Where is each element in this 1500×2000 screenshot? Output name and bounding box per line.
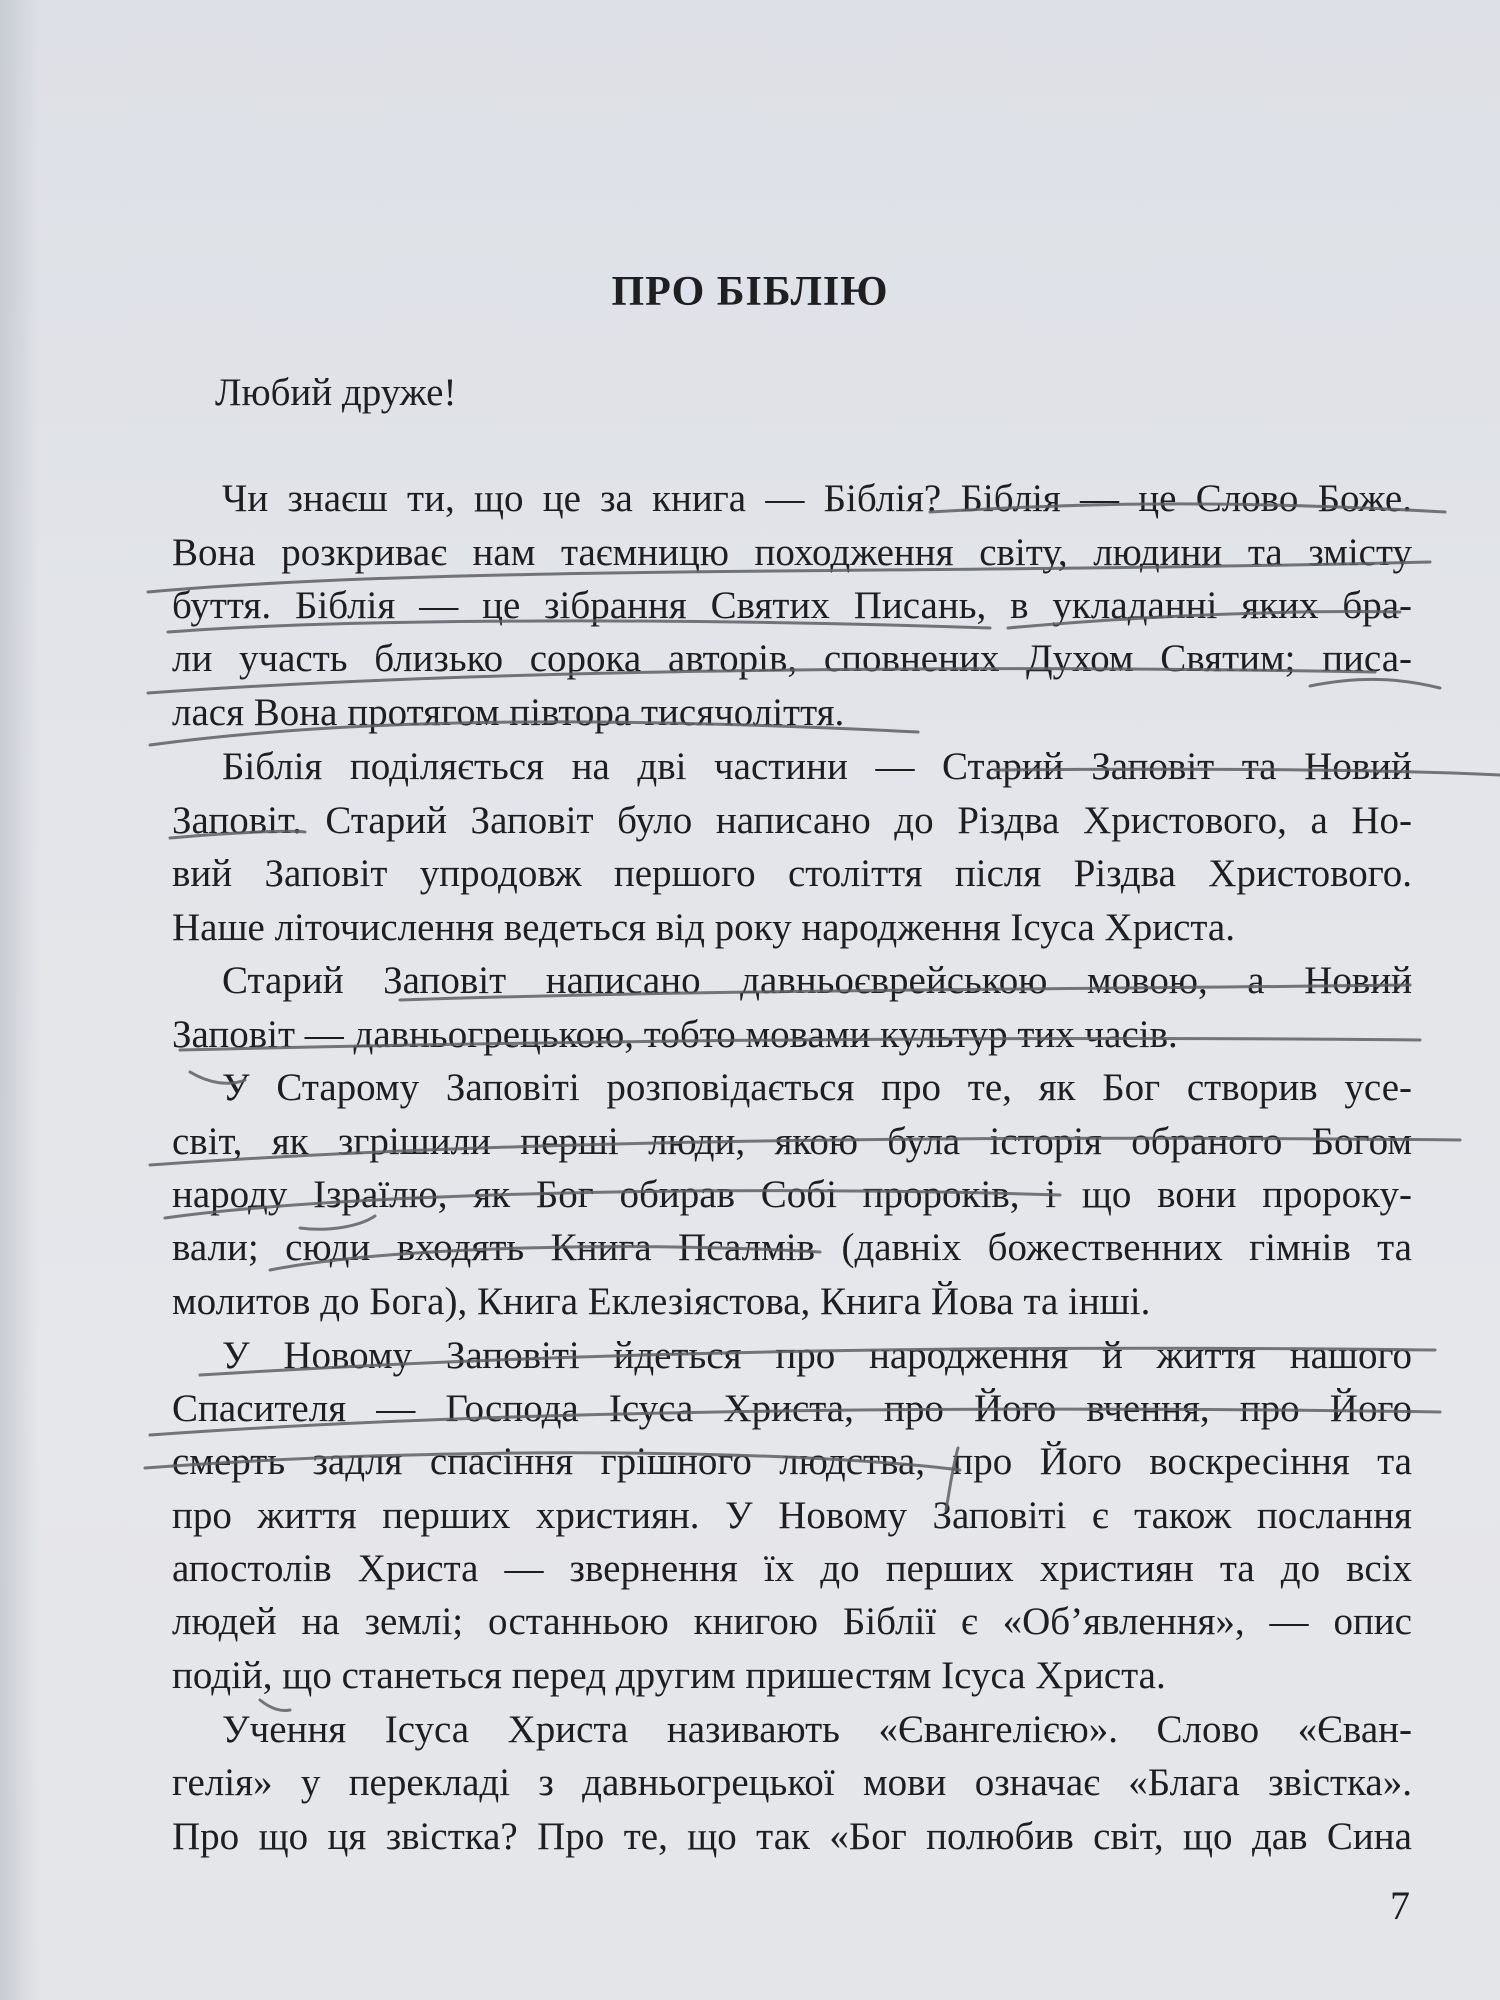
text-line: смерть задля спасіння грішного людства, про Його воскресіння та — [172, 1440, 1412, 1483]
text-line: Старий Заповіт написано давньоєврейською мовою, а Новий — [222, 959, 1412, 1002]
text-line: подій, що станеться перед другим пришестям Ісуса Христа. — [172, 1654, 1166, 1697]
text-line: Вона розкриває нам таємницю походження світу, людини та змісту — [172, 531, 1412, 574]
page-number: 7 — [1390, 1883, 1410, 1928]
text-line: лася Вона протягом півтора тисячоліття. — [172, 691, 845, 734]
text-line: гелія» у перекладі з давньогрецької мови означає «Блага звістка». — [172, 1761, 1412, 1804]
text-line: буття. Біблія — це зібрання Святих Писань, в укладанні яких бра- — [172, 584, 1412, 627]
text-line: вий Заповіт упродовж першого століття після Різдва Христового. — [172, 852, 1412, 895]
text-line: світ, як згрішили перші люди, якою була історія обраного Богом — [172, 1120, 1412, 1163]
greeting: Любий друже! — [215, 371, 457, 414]
text-line: Біблія поділяється на дві частини — Старий Заповіт та Новий — [222, 745, 1412, 788]
chapter-title: ПРО БІБЛІЮ — [611, 269, 889, 315]
text-line: молитов до Бога), Книга Еклезіястова, Книга Йова та інші. — [172, 1280, 1151, 1323]
text-line: ли участь близько сорока авторів, сповнених Духом Святим; писа- — [172, 637, 1412, 680]
text-line: вали; сюди входять Книга Псалмів (давніх божественних гімнів та — [172, 1226, 1412, 1269]
text-line: Заповіт. Старий Заповіт було написано до Різдва Христового, а Но- — [172, 799, 1412, 842]
text-line: Про що ця звістка? Про те, що так «Бог полюбив світ, що дав Сина — [172, 1815, 1412, 1858]
text-line: Учення Ісуса Христа називають «Євангелією». Слово «Єван- — [222, 1708, 1412, 1751]
text-line: У Старому Заповіті розповідається про те, як Бог створив усе- — [222, 1066, 1412, 1109]
text-line: У Новому Заповіті йдеться про народження й життя нашого — [222, 1334, 1412, 1377]
text-line: Наше літочислення ведеться від року народження Ісуса Христа. — [172, 906, 1235, 949]
text-line: Заповіт — давньогрецькою, тобто мовами культур тих часів. — [172, 1013, 1178, 1056]
text-line: людей на землі; останньою книгою Біблії є «Об’явлення», — опис — [172, 1600, 1412, 1643]
text-line: Спасителя — Господа Ісуса Христа, про Його вчення, про Його — [172, 1387, 1412, 1430]
text-line: Чи знаєш ти, що це за книга — Біблія? Біблія — це Слово Боже. — [222, 477, 1412, 520]
text-line: апостолів Христа — звернення їх до перших християн та до всіх — [172, 1547, 1412, 1590]
text-line: народу Ізраїлю, як Бог обирав Собі пророків, і що вони пророку- — [172, 1173, 1412, 1216]
text-line: про життя перших християн. У Новому Заповіті є також послання — [172, 1494, 1412, 1537]
